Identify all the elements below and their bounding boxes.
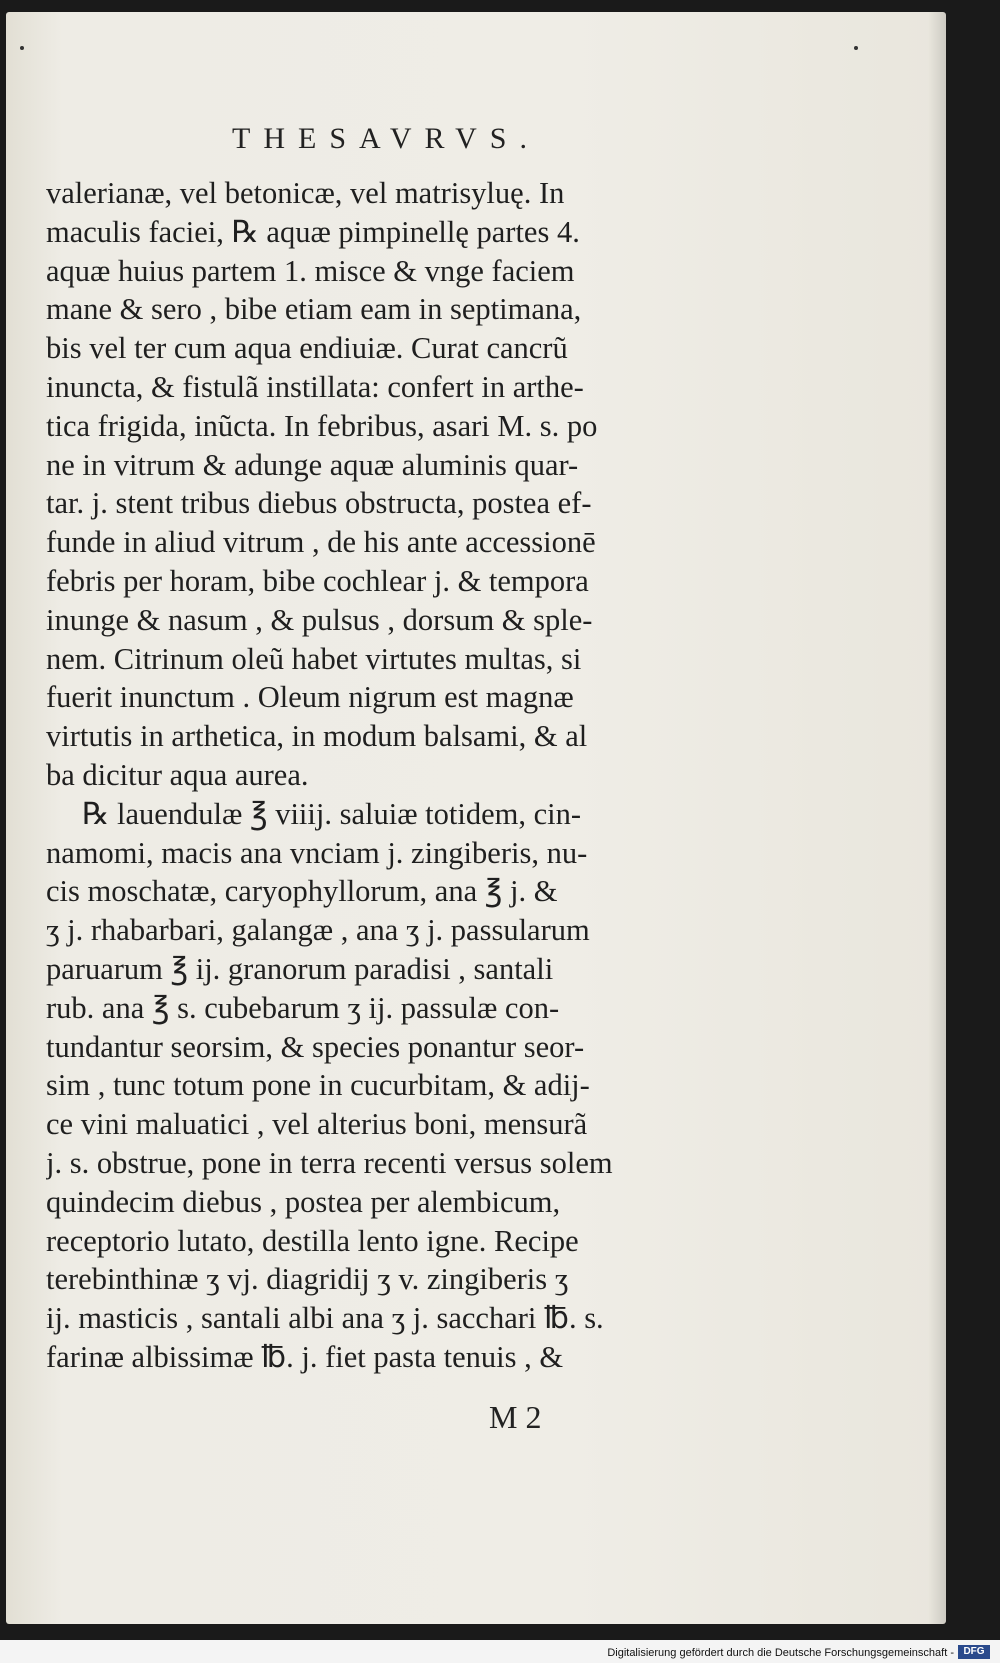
text-line: ij. masticis , santali albi ana ʒ j. sacchari ℔. s.	[46, 1301, 604, 1336]
text-line: rub. ana ℥ s. cubebarum ʒ ij. passulæ con-	[46, 990, 560, 1025]
page-speck	[20, 46, 24, 50]
text-line: tica frigida, inũcta. In febribus, asari M. s. po	[46, 408, 598, 443]
text-line: fuerit inunctum . Oleum nigrum est magnæ	[46, 680, 574, 715]
page-text	[46, 174, 706, 1377]
text-line: inuncta, & fistulã instillata: confert in arthe-	[46, 369, 584, 404]
funding-credit: Digitalisierung gefördert durch die Deutsche Forschungsgemeinschaft -	[607, 1647, 954, 1659]
text-line: receptorio lutato, destilla lento igne. Recipe	[46, 1223, 579, 1258]
text-line: bis vel ter cum aqua endiuiæ. Curat cancrũ	[46, 331, 568, 366]
text-line: paruarum ℥ ij. granorum paradisi , santali	[46, 951, 554, 986]
text-line: farinæ albissimæ ℔. j. fiet pasta tenuis , &	[46, 1339, 564, 1374]
text-line: sim , tunc totum pone in cucurbitam, & adij-	[46, 1068, 590, 1103]
text-line: mane & sero , bibe etiam eam in septimana,	[46, 292, 582, 327]
text-line: ℞ lauendulæ ℥ viiij. saluiæ totidem, cin-	[82, 796, 582, 831]
page-speck	[854, 46, 858, 50]
signature-mark: M 2	[489, 1399, 542, 1435]
text-line: ʒ j. rhabarbari, galangæ , ana ʒ j. passularum	[46, 913, 590, 948]
text-line: terebinthinæ ʒ vj. diagridij ʒ v. zingiberis ʒ	[46, 1262, 569, 1297]
text-line: funde in aliud vitrum , de his ante accessionē	[46, 525, 596, 560]
text-line: ce vini maluatici , vel alterius boni, mensurã	[46, 1107, 588, 1142]
text-line: virtutis in arthetica, in modum balsami, & al	[46, 719, 588, 754]
text-line: valerianæ, vel betonicæ, vel matrisyluę. In	[46, 176, 565, 210]
text-line: namomi, macis ana vnciam j. zingiberis, nu-	[46, 835, 588, 870]
text-line: ba dicitur aqua aurea.	[46, 757, 309, 792]
text-line: inunge & nasum , & pulsus , dorsum & sple-	[46, 602, 593, 637]
text-line: quindecim diebus , postea per alembicum,	[46, 1184, 561, 1219]
text-line: cis moschatæ, caryophyllorum, ana ℥ j. &	[46, 874, 558, 909]
book-page	[6, 12, 946, 1624]
text-line: tundantur seorsim, & species ponantur seor-	[46, 1029, 585, 1064]
dfg-logo-icon: DFG	[958, 1645, 990, 1659]
text-line: j. s. obstrue, pone in terra recenti versus solem	[46, 1145, 613, 1180]
text-line: maculis faciei, ℞ aquæ pimpinellę partes 4.	[46, 214, 580, 249]
text-line: nem. Citrinum oleũ habet virtutes multas, si	[46, 641, 582, 676]
text-line: ne in vitrum & adunge aquæ aluminis quar-	[46, 447, 579, 482]
text-line: febris per horam, bibe cochlear j. & tempora	[46, 563, 589, 598]
text-line: tar. j. stent tribus diebus obstructa, postea ef-	[46, 486, 592, 521]
text-line: aquæ huius partem 1. misce & vnge faciem	[46, 253, 575, 288]
footer-bar	[0, 1640, 1000, 1663]
running-header: THESAVRVS.	[232, 122, 540, 155]
